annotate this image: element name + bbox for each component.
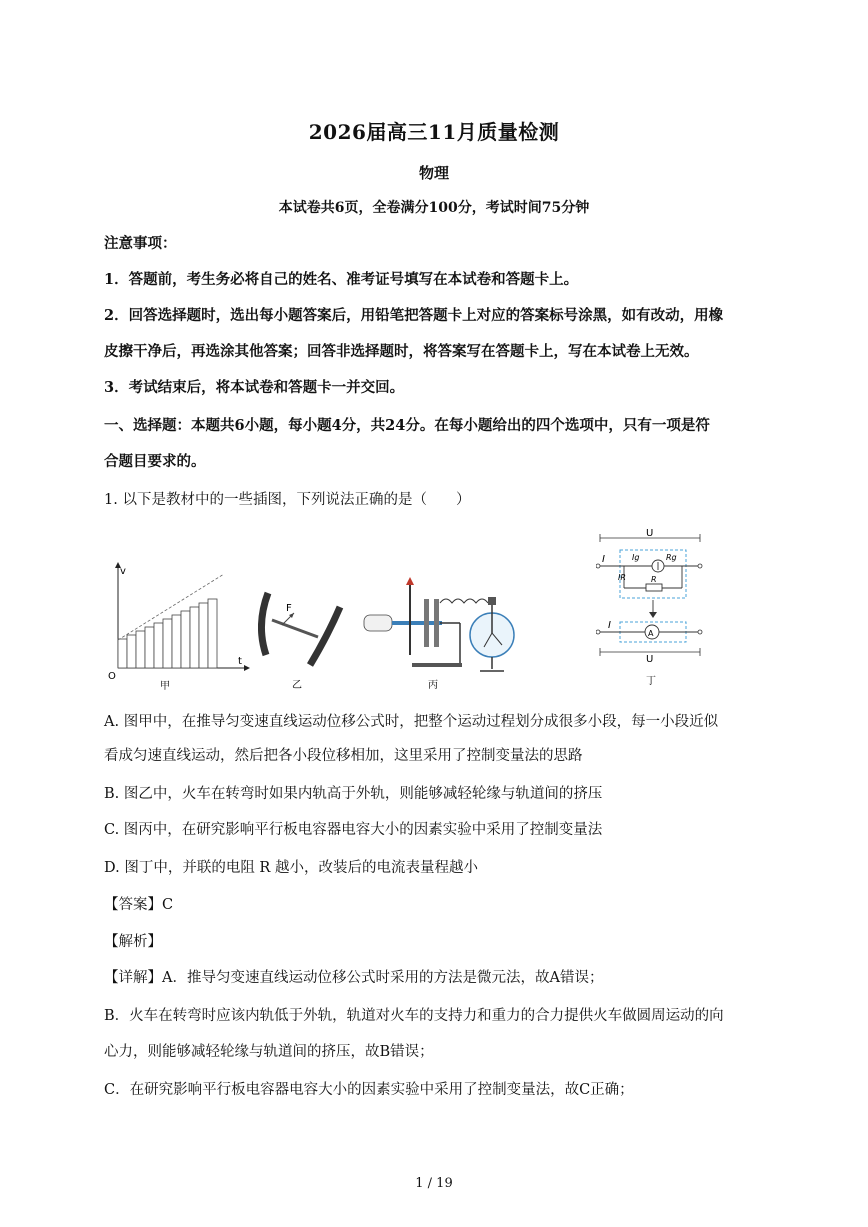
shunt-resistor [646,584,662,591]
notice-item-3: 3．考试结束后，将本试卷和答题卡一并交回。 [104,379,405,396]
left-rail [261,593,268,655]
exam-subject: 物理 [418,164,449,182]
current-ir-label: IR [618,573,626,582]
staircase-bars [118,599,217,668]
option-a-line-1: A. 图甲中，在推导匀变速直线运动位移公式时，把整个运动过程划分成很多小段，每一小段近似 [104,714,719,730]
hand-icon [364,615,392,631]
notice-item-2b: 皮擦干净后，再选涂其他答案；回答非选择题时，将答案写在答题卡上，写在本试卷上无效。 [104,343,699,360]
wire-coil [440,599,488,603]
detail-b-line-1: B．火车在转弯时应该内轨低于外轨，轨道对火车的支持力和重力的合力提供火车做圆周运动的向 [104,1008,724,1024]
current-label-bottom: I [608,620,611,631]
exam-title: 2026届高三11月质量检测 [308,120,560,144]
option-a-line-2: 看成匀速直线运动，然后把各小段位移相加，这里采用了控制变量法的思路 [104,748,583,764]
page-number: 1 / 19 [415,1176,453,1191]
current-label-top: I [602,554,605,565]
current-ig-label: Ig [632,553,640,562]
resistance-r-label: R [651,575,657,584]
detail-c: C．在研究影响平行板电容器电容大小的因素实验中采用了控制变量法，故C正确； [104,1082,634,1098]
detail-a: 【详解】A．推导匀变速直线运动位移公式时采用的方法是微元法，故A错误； [104,970,604,986]
axis-v-label: v [120,566,126,577]
option-c: C. 图丙中，在研究影响平行板电容器电容大小的因素实验中采用了控制变量法 [104,822,603,838]
figure-ding [596,528,704,688]
answer-line: 【答案】C [104,897,174,913]
analysis-heading: 【解析】 [104,934,162,950]
notice-heading: 注意事项： [104,235,177,252]
figure-jia [104,560,254,690]
axis-t-label: t [238,656,242,667]
section-heading-a: 一、选择题：本题共6小题，每小题4分，共24分。在每小题给出的四个选项中，只有一项是符 [104,417,710,434]
figure-ding-caption: 丁 [646,676,656,687]
figure-yi-caption: 乙 [292,680,302,690]
voltage-label-bottom: U [646,654,654,665]
figure-bing [362,575,532,690]
exam-info: 本试卷共6页，全卷满分100分，考试时间75分钟 [278,200,590,216]
detail-b-line-2: 心力，则能够减轻轮缘与轨道间的挤压，故B错误； [104,1044,434,1060]
plate-left [424,599,429,647]
origin-label: O [108,671,116,682]
figure-yi [258,585,358,690]
figure-jia-caption: 甲 [160,681,170,690]
option-d: D. 图丁中，并联的电阻 R 越小，改装后的电流表量程越小 [104,860,478,876]
notice-item-2a: 2．回答选择题时，选出每小题答案后，用铅笔把答题卡上对应的答案标号涂黑，如有改动，用橡 [104,307,724,324]
option-b: B. 图乙中，火车在转弯时如果内轨高于外轨，则能够减轻轮缘与轨道间的挤压 [104,786,603,802]
resistance-rg-label: Rg [666,553,677,562]
ammeter-label: A [648,629,654,638]
notice-item-1: 1．答题前，考生务必将自己的姓名、准考证号填写在本试卷和答题卡上。 [104,271,579,288]
section-heading-b: 合题目要求的。 [104,453,206,470]
question-1-stem: 1. 以下是教材中的一些插图，下列说法正确的是（ ） [104,492,471,508]
force-label: F [286,603,292,614]
figure-bing-caption: 丙 [428,680,438,690]
plate-right [434,599,439,647]
voltage-label-top: U [646,528,654,539]
